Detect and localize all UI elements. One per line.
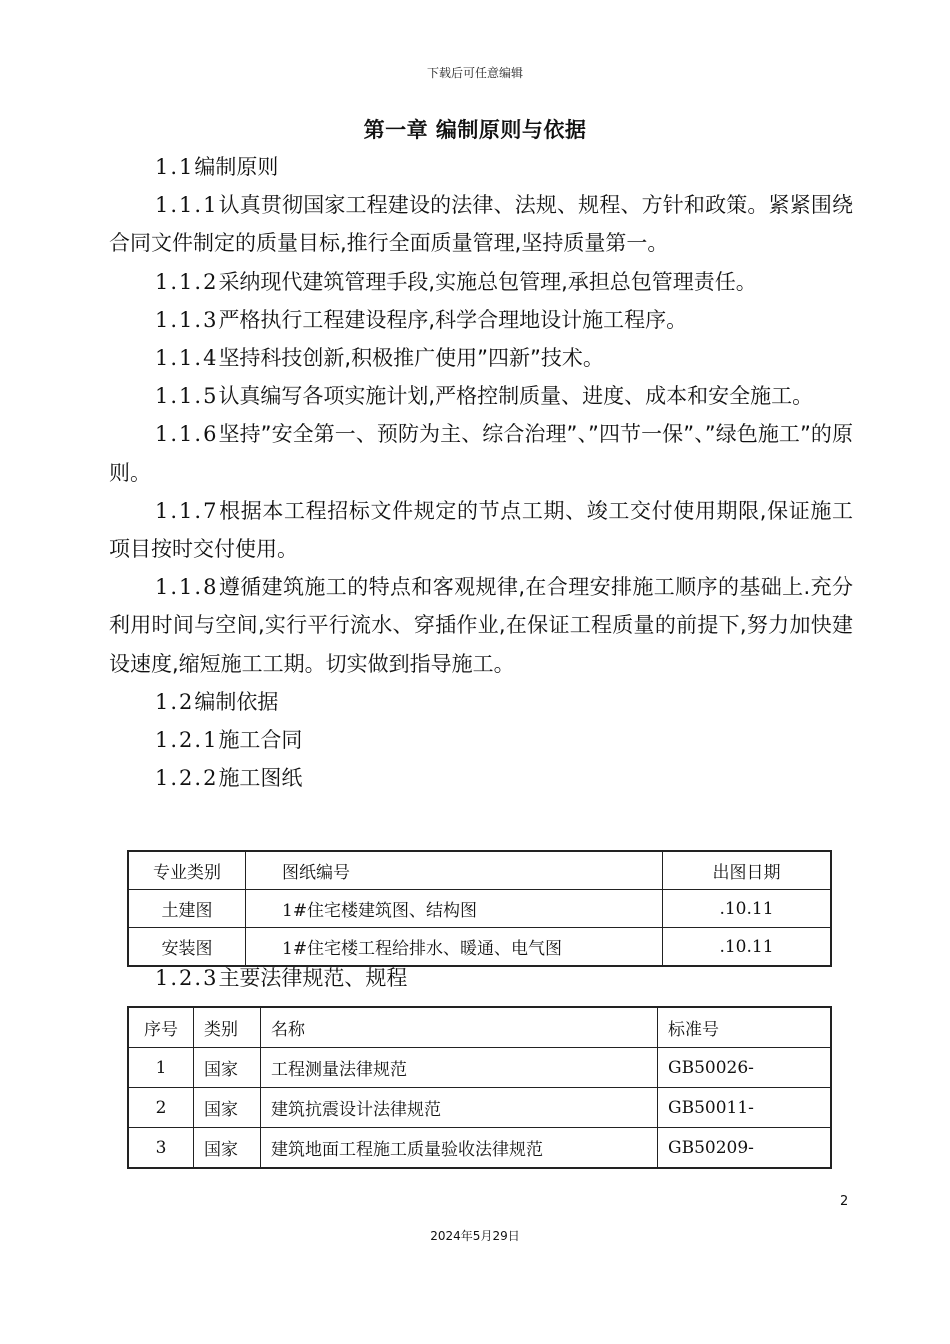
table-cell: GB50209- [658, 1128, 832, 1169]
table-header-row [128, 851, 831, 890]
table-header-cell: 专业类别 [128, 851, 246, 890]
table-cell: 建筑抗震设计法律规范 [261, 1088, 658, 1128]
table-header-cell: 出图日期 [663, 851, 832, 890]
paragraph: 1.1.7根据本工程招标文件规定的节点工期、竣工交付使用期限,保证施工项目按时交付使用。 [109, 498, 853, 562]
page-header: 下载后可任意编辑 [426, 66, 523, 80]
section-heading: 1.2.3主要法律规范、规程 [155, 966, 408, 990]
table-cell: 建筑地面工程施工质量验收法律规范 [261, 1128, 658, 1169]
paragraph: 1.2.1施工合同 [155, 728, 303, 753]
table-header-cell: 名称 [261, 1007, 658, 1048]
paragraph: 1.1.3严格执行工程建设程序,科学合理地设计施工程序。 [155, 307, 688, 332]
body-text [109, 148, 853, 797]
table-row [128, 1128, 831, 1169]
paragraph: 1.1.5认真编写各项实施计划,严格控制质量、进度、成本和安全施工。 [155, 384, 814, 409]
paragraph: 1.2编制依据 [155, 689, 279, 714]
table-cell: 国家 [194, 1048, 261, 1088]
table-row [128, 928, 831, 967]
codes-table [127, 1006, 832, 1169]
table-row [128, 890, 831, 928]
table-header-cell: 标准号 [658, 1007, 832, 1048]
table-cell: .10.11 [663, 928, 832, 967]
table-cell: 1#住宅楼工程给排水、暖通、电气图 [246, 928, 663, 967]
table-cell: 国家 [194, 1088, 261, 1128]
paragraph: 1.1编制原则 [155, 155, 279, 179]
table-cell: .10.11 [663, 890, 832, 928]
table-cell: 1#住宅楼建筑图、结构图 [246, 890, 663, 928]
table-cell: 安装图 [128, 928, 246, 967]
table-cell: 3 [128, 1128, 194, 1169]
paragraph: 1.1.1认真贯彻国家工程建设的法律、法规、规程、方针和政策。紧紧围绕合同文件制定的质量目标,推行全面质量管理,坚持质量第一。 [109, 193, 853, 256]
page-footer: 2024年5月29日 [430, 1229, 520, 1243]
table-cell: 土建图 [128, 890, 246, 928]
paragraph: 1.1.2采纳现代建筑管理手段,实施总包管理,承担总包管理责任。 [155, 269, 757, 294]
table-cell: GB50026- [658, 1048, 832, 1088]
table-header-row [128, 1007, 831, 1048]
drawings-table [127, 850, 832, 967]
table-cell: 2 [128, 1088, 194, 1128]
paragraph: 1.1.6坚持”安全第一、预防为主、综合治理”、”四节一保”、”绿色施工”的原则。 [109, 422, 853, 485]
paragraph: 1.1.8遵循建筑施工的特点和客观规律,在合理安排施工顺序的基础上.充分利用时间与空间,实行平行流水、穿插作业,在保证工程质量的前提下,努力加快建设速度,缩短施工工期。切实做到指导施工。 [109, 575, 853, 676]
table-row [128, 1048, 831, 1088]
paragraph: 1.2.2施工图纸 [155, 766, 303, 791]
chapter-title: 第一章 编制原则与依据 [363, 118, 587, 142]
table-cell: 1 [128, 1048, 194, 1088]
table-header-cell: 图纸编号 [246, 851, 663, 890]
table-header-cell: 类别 [194, 1007, 261, 1048]
paragraph: 1.1.4坚持科技创新,积极推广使用”四新”技术。 [155, 346, 604, 371]
table-cell: GB50011- [658, 1088, 832, 1128]
table-cell: 工程测量法律规范 [261, 1048, 658, 1088]
table-header-cell: 序号 [128, 1007, 194, 1048]
table-row [128, 1088, 831, 1128]
table-cell: 国家 [194, 1128, 261, 1169]
page-number: 2 [840, 1194, 849, 1209]
